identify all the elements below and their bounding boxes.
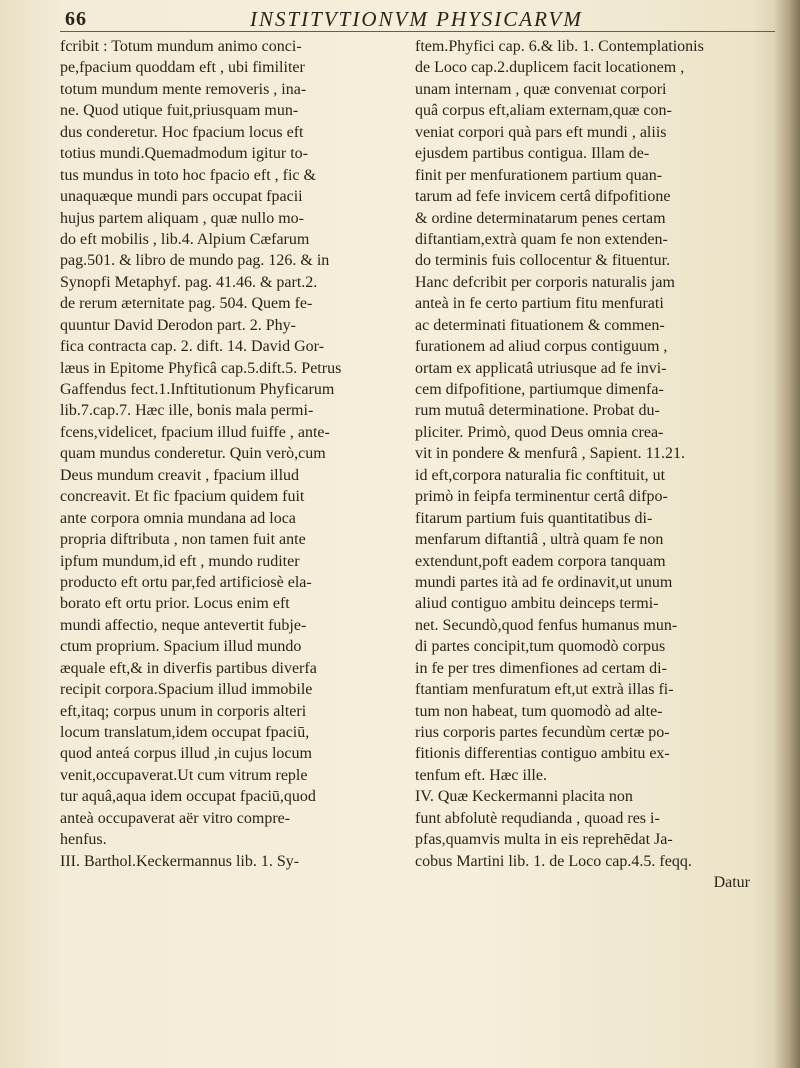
text-line: ne. Quod utique fuit,priusquam mun- bbox=[60, 102, 299, 120]
text-line: IV. Quæ Keckermanni placita non bbox=[415, 788, 633, 806]
text-line: ejusdem partibus contigua. Illam de- bbox=[415, 145, 650, 163]
text-line: & ordine determinatarum penes certam bbox=[415, 209, 666, 227]
text-line: mundi affectio, neque antevertit fubje- bbox=[60, 616, 307, 634]
text-line: dus conderetur. Hoc fpacium locus eft bbox=[60, 123, 304, 141]
text-line: do terminis fuis collocentur & fituentur. bbox=[415, 252, 671, 270]
text-line: venit,occupaverat.Ut cum vitrum reple bbox=[60, 766, 308, 784]
page-edge-shadow bbox=[774, 0, 800, 1068]
text-line: ftem.Phyfici cap. 6.& lib. 1. Contemplationis bbox=[415, 38, 704, 55]
text-line: eft,itaq; corpus unum in corporis alteri bbox=[60, 702, 307, 720]
text-line: pag.501. & libro de mundo pag. 126. & in bbox=[60, 252, 330, 270]
text-line: quam mundus conderetur. Quin verò,cum bbox=[60, 445, 326, 463]
text-line: funt abfolutè requdianda , quoad res i- bbox=[415, 809, 660, 827]
text-line: primò in feipfa terminentur certâ difpo- bbox=[415, 488, 668, 506]
text-line: Gaffendus fect.1.Inftitutionum Phyficarum bbox=[60, 381, 335, 398]
text-line: læus in Epitome Phyficâ cap.5.dift.5. Petrus bbox=[60, 359, 342, 377]
text-line: locum translatum,idem occupat fpaciū, bbox=[60, 724, 310, 741]
text-line: ipfum mundum,id eft , mundo ruditer bbox=[60, 552, 300, 570]
text-line: rum mutuâ determinatione. Probat du- bbox=[415, 402, 660, 420]
text-line: di partes concipit,tum quomodò corpus bbox=[415, 638, 666, 656]
text-line: tus mundus in toto hoc fpacio eft , fic & bbox=[60, 166, 316, 184]
text-line: net. Secundò,quod fenfus humanus mun- bbox=[415, 616, 678, 634]
text-line: Synopfi Metaphyf. pag. 41.46. & part.2. bbox=[60, 273, 318, 291]
text-line: quuntur David Derodon part. 2. Phy- bbox=[60, 316, 296, 334]
text-line: extendunt,poft eadem corpora tanquam bbox=[415, 552, 666, 570]
text-line: fitionis differentias contiguo ambitu ex- bbox=[415, 745, 670, 763]
text-line: tenfum eft. Hæc ille. bbox=[415, 766, 547, 784]
text-line: finit per menfurationem partium quan- bbox=[415, 166, 663, 184]
text-line: mundi partes ità ad fe ordinavit,ut unum bbox=[415, 573, 673, 591]
text-line: anteà occupaverat aër vitro compre- bbox=[60, 809, 291, 827]
text-line: propria diftributa , non tamen fuit ante bbox=[60, 531, 306, 549]
text-line: de Loco cap.2.duplicem facit locationem , bbox=[415, 59, 685, 77]
text-line: tarum ad fefe invicem certâ difpofitione bbox=[415, 188, 671, 206]
running-head: INSTITVTIONVM PHYSICARVM bbox=[250, 7, 583, 31]
text-line: furationem ad aliud corpus contiguum , bbox=[415, 338, 668, 356]
text-line: Deus mundum creavit , fpacium illud bbox=[60, 466, 300, 484]
text-line: totius mundi.Quemadmodum igitur to- bbox=[60, 145, 308, 163]
text-line: cem difpofitione, partiumque dimenfa- bbox=[415, 381, 664, 398]
text-line: unam internam , quæ convenıat corpori bbox=[415, 80, 667, 98]
header-rule bbox=[60, 31, 775, 32]
text-line: in fe per tres dimenfiones ad certam di- bbox=[415, 659, 667, 677]
text-line: tum non habeat, tum quomodò ad alte- bbox=[415, 702, 663, 720]
text-line: pfas,quamvis multa in eis reprehēdat Ja- bbox=[415, 831, 673, 849]
text-line: hujus partem aliquam , quæ nullo mo- bbox=[60, 209, 304, 227]
text-line: menfarum diftantiâ , ultrà quam fe non bbox=[415, 531, 664, 549]
text-line: borato eft ortu prior. Locus enim eft bbox=[60, 595, 290, 613]
text-line: rius corporis partes fecundùm certæ po- bbox=[415, 724, 670, 741]
text-line: æquale eft,& in diverfis partibus diverfa bbox=[60, 659, 317, 677]
text-line: do eft mobilis , lib.4. Alpium Cæfarum bbox=[60, 230, 310, 248]
left-column bbox=[60, 36, 400, 872]
text-line: de rerum æternitate pag. 504. Quem fe- bbox=[60, 295, 313, 313]
text-line: fitarum partium fuis quantitatibus di- bbox=[415, 509, 653, 527]
text-line: quod anteá corpus illud ,in cujus locum bbox=[60, 745, 312, 763]
text-line: ante corpora omnia mundana ad loca bbox=[60, 509, 296, 527]
text-line: recipit corpora.Spacium illud immobile bbox=[60, 681, 313, 699]
text-line: fica contracta cap. 2. dift. 14. David Gor- bbox=[60, 338, 325, 356]
page-header bbox=[60, 6, 780, 32]
page-number: 66 bbox=[65, 8, 87, 30]
text-line: totum mundum mente removeris , ina- bbox=[60, 80, 307, 98]
text-line: III. Barthol.Keckermannus lib. 1. Sy- bbox=[60, 852, 300, 870]
text-line: fcribit : Totum mundum animo conci- bbox=[60, 38, 302, 55]
text-line: concreavit. Et fic fpacium quidem fuit bbox=[60, 488, 305, 506]
text-line: vit in pondere & menfurâ , Sapient. 11.21. bbox=[415, 445, 686, 463]
text-line: pe,fpacium quoddam eft , ubi fimiliter bbox=[60, 59, 305, 77]
text-line: anteà in fe certo partium fitu menfurati bbox=[415, 295, 664, 313]
text-line: cobus Martini lib. 1. de Loco cap.4.5. feqq. bbox=[415, 852, 692, 870]
text-line: quâ corpus eft,aliam externam,quæ con- bbox=[415, 102, 672, 120]
text-line: fcens,videlicet, fpacium illud fuiffe , ante- bbox=[60, 423, 330, 441]
text-line: unaquæque mundi pars occupat fpacii bbox=[60, 188, 303, 206]
text-line: id eft,corpora naturalia fic conftituit, ut bbox=[415, 466, 666, 484]
text-line: aliud contiguo ambitu deinceps termi- bbox=[415, 595, 659, 613]
text-line: Hanc defcribit per corporis naturalis jam bbox=[415, 273, 675, 291]
text-line: diftantiam,extrà quam fe non extenden- bbox=[415, 230, 668, 248]
right-column bbox=[415, 36, 760, 894]
catchword: Datur bbox=[713, 874, 750, 892]
text-line: ctum proprium. Spacium illud mundo bbox=[60, 638, 302, 656]
text-line: tur aquâ,aqua idem occupat fpaciū,quod bbox=[60, 788, 316, 806]
text-line: producto eft ortu par,fed artificiosè ela- bbox=[60, 573, 312, 591]
text-line: ftantiam menfuratum eft,ut extrà illas fi- bbox=[415, 681, 674, 699]
text-line: lib.7.cap.7. Hæc ille, bonis mala permi- bbox=[60, 402, 314, 420]
text-line: veniat corpori quà pars eft mundi , aliis bbox=[415, 123, 667, 141]
text-line: henfus. bbox=[60, 831, 107, 849]
text-line: ortam ex applicatâ utriusque ad fe invi- bbox=[415, 359, 667, 377]
text-line: pliciter. Primò, quod Deus omnia crea- bbox=[415, 423, 664, 441]
text-line: ac determinati fituationem & commen- bbox=[415, 316, 665, 334]
